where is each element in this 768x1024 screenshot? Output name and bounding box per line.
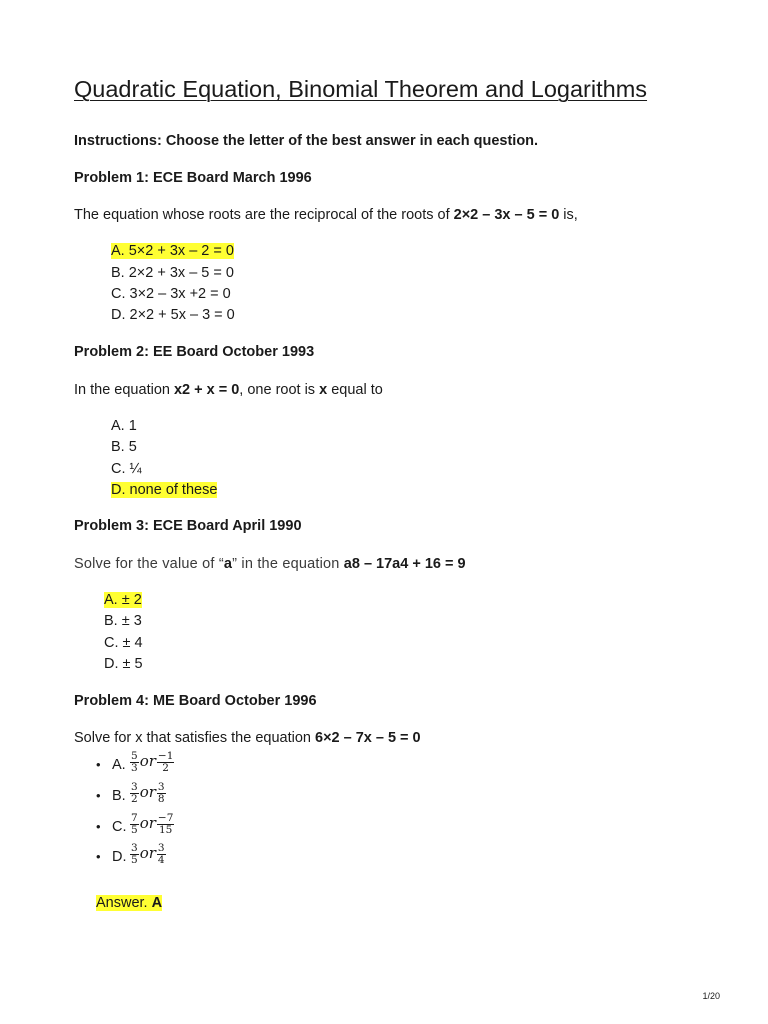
bullet-icon: •	[96, 757, 101, 772]
question-text: Solve for the value of “	[74, 556, 224, 572]
bullet-icon: •	[96, 819, 101, 834]
question-text: The equation whose roots are the reciprocal of the roots of	[74, 207, 454, 223]
problem-1-header: Problem 1: ECE Board March 1996	[74, 170, 312, 186]
page-number: 1/20	[702, 991, 720, 1001]
numerator: 3	[157, 842, 165, 854]
fraction	[130, 751, 139, 774]
denominator: 5	[131, 824, 138, 836]
problem-2-option-d	[111, 482, 217, 498]
question-variable: x	[319, 382, 328, 398]
question-text-mid: ” in the equation	[232, 556, 344, 572]
numerator: 5	[131, 750, 138, 762]
option-fractions	[130, 782, 166, 805]
problem-4-answer	[96, 895, 162, 911]
problem-3-option-d: D. ± 5	[104, 656, 143, 672]
problem-1-question	[74, 207, 578, 223]
denominator: 2	[131, 793, 138, 805]
document-title: Quadratic Equation, Binomial Theorem and Logarithms	[74, 76, 648, 102]
denominator: 2	[162, 762, 169, 774]
answer-letter: A	[151, 895, 163, 911]
answer-label: Answer.	[96, 895, 152, 911]
question-text: In the equation	[74, 382, 174, 398]
bullet-icon: •	[96, 788, 101, 803]
fraction	[157, 751, 174, 774]
problem-1-option-c: C. 3×2 – 3x +2 = 0	[111, 286, 231, 302]
problem-3-header: Problem 3: ECE Board April 1990	[74, 518, 302, 534]
option-text: D. none of these	[111, 482, 218, 498]
option-label: D.	[112, 849, 127, 865]
problem-4-question	[74, 730, 421, 746]
question-text-end: is,	[559, 207, 578, 223]
denominator: 3	[131, 762, 138, 774]
problem-1-option-d: D. 2×2 + 5x – 3 = 0	[111, 307, 235, 323]
fraction	[157, 813, 174, 836]
question-text-end: equal to	[327, 382, 383, 398]
problem-2-option-b: B. 5	[111, 439, 137, 455]
problem-2-question	[74, 382, 383, 398]
question-text: Solve for x that satisfies the equation	[74, 730, 315, 746]
option-label: B.	[112, 788, 126, 804]
denominator: 5	[131, 854, 138, 866]
fraction	[157, 843, 166, 866]
problem-3-question	[74, 556, 466, 572]
problem-2-header: Problem 2: EE Board October 1993	[74, 344, 315, 360]
instructions: Instructions: Choose the letter of the best answer in each question.	[74, 133, 539, 149]
problem-3-option-a	[104, 592, 142, 608]
numerator: 7	[131, 812, 138, 824]
answer-highlight	[96, 895, 162, 911]
numerator: 3	[131, 842, 138, 854]
denominator: 15	[158, 824, 173, 836]
numerator: 3	[131, 781, 138, 793]
or-word: or	[139, 814, 156, 833]
problem-4-header: Problem 4: ME Board October 1996	[74, 693, 317, 709]
fraction	[130, 843, 139, 866]
option-label: C.	[112, 819, 127, 835]
or-word: or	[139, 844, 156, 863]
numerator: 3	[157, 781, 165, 793]
option-fractions	[130, 751, 174, 774]
problem-3-option-b: B. ± 3	[104, 613, 142, 629]
problem-2-option-c: C. ¼	[111, 461, 142, 477]
question-equation: 2×2 – 3x – 5 = 0	[453, 207, 560, 223]
fraction	[157, 782, 166, 805]
fraction	[130, 782, 139, 805]
question-variable: a	[223, 556, 233, 572]
denominator: 8	[157, 793, 165, 805]
option-text: A. 5×2 + 3x – 2 = 0	[111, 243, 234, 259]
or-word: or	[139, 783, 156, 802]
problem-1-option-b: B. 2×2 + 3x – 5 = 0	[111, 265, 234, 281]
option-text: A. ± 2	[104, 592, 142, 608]
question-equation: a8 – 17a4 + 16 = 9	[343, 556, 466, 572]
question-text-mid: , one root is	[239, 382, 320, 398]
denominator: 4	[157, 854, 165, 866]
option-label: A.	[112, 757, 126, 773]
bullet-icon: •	[96, 849, 101, 864]
numerator: −7	[157, 812, 174, 824]
fraction	[130, 813, 139, 836]
question-equation: x2 + x = 0	[173, 382, 240, 398]
option-fractions	[130, 813, 174, 836]
question-equation: 6×2 – 7x – 5 = 0	[315, 730, 421, 746]
or-word: or	[139, 752, 156, 771]
numerator: −1	[157, 750, 174, 762]
option-fractions	[130, 843, 166, 866]
problem-1-option-a	[111, 243, 234, 259]
problem-3-option-c: C. ± 4	[104, 635, 143, 651]
problem-2-option-a: A. 1	[111, 418, 137, 434]
